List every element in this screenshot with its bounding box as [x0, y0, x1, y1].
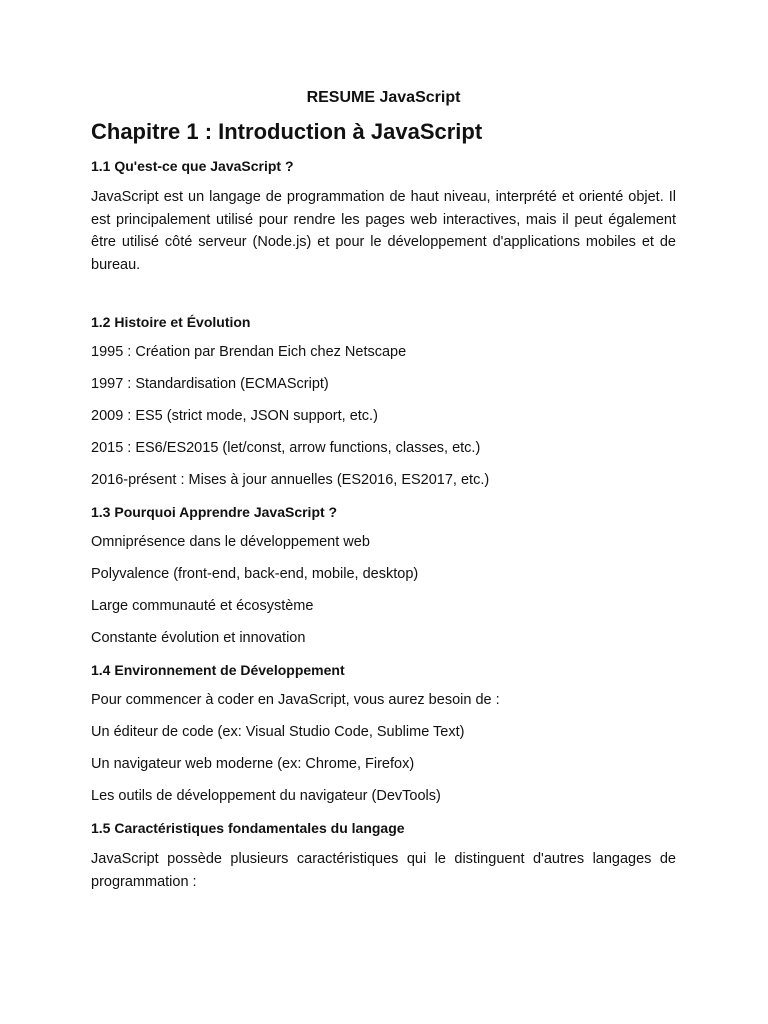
reason-item: Polyvalence (front-end, back-end, mobile, desktop)	[91, 566, 419, 582]
section-heading-1-1: 1.1 Qu'est-ce que JavaScript ?	[91, 158, 294, 174]
history-item: 2015 : ES6/ES2015 (let/const, arrow functions, classes, etc.)	[91, 440, 481, 456]
chapter-title: Chapitre 1 : Introduction à JavaScript	[91, 119, 483, 144]
history-item: 2016-présent : Mises à jour annuelles (ES2016, ES2017, etc.)	[91, 472, 490, 488]
reason-item: Omniprésence dans le développement web	[91, 534, 370, 550]
history-item: 2009 : ES5 (strict mode, JSON support, etc.)	[91, 408, 378, 424]
section-heading-1-5: 1.5 Caractéristiques fondamentales du langage	[91, 820, 405, 836]
environment-item: Les outils de développement du navigateur (DevTools)	[91, 788, 441, 804]
environment-item: Un navigateur web moderne (ex: Chrome, Firefox)	[91, 756, 415, 772]
reason-item: Large communauté et écosystème	[91, 598, 314, 614]
section-1-1-paragraph: JavaScript est un langage de programmation de haut niveau, interprété et orienté objet. Il est principalement utilisé pour rendre les pages web interactives, mais il peut également être utilisé côté serveur (Node.js) et pour le développement d'applications mobiles et de bureau.	[91, 189, 676, 273]
paragraph-spacer	[91, 288, 676, 312]
section-heading-1-2: 1.2 Histoire et Évolution	[91, 314, 251, 330]
reason-item: Constante évolution et innovation	[91, 630, 306, 646]
section-heading-1-3: 1.3 Pourquoi Apprendre JavaScript ?	[91, 504, 338, 520]
history-item: 1995 : Création par Brendan Eich chez Netscape	[91, 344, 407, 360]
section-1-5-paragraph: JavaScript possède plusieurs caractéristiques qui le distinguent d'autres langages de programmation :	[91, 851, 676, 890]
environment-item: Un éditeur de code (ex: Visual Studio Code, Sublime Text)	[91, 724, 465, 740]
document-title: RESUME JavaScript	[306, 89, 461, 106]
history-item: 1997 : Standardisation (ECMAScript)	[91, 376, 329, 392]
environment-item: Pour commencer à coder en JavaScript, vous aurez besoin de :	[91, 692, 500, 708]
section-heading-1-4: 1.4 Environnement de Développement	[91, 662, 345, 678]
document-body	[91, 86, 676, 905]
